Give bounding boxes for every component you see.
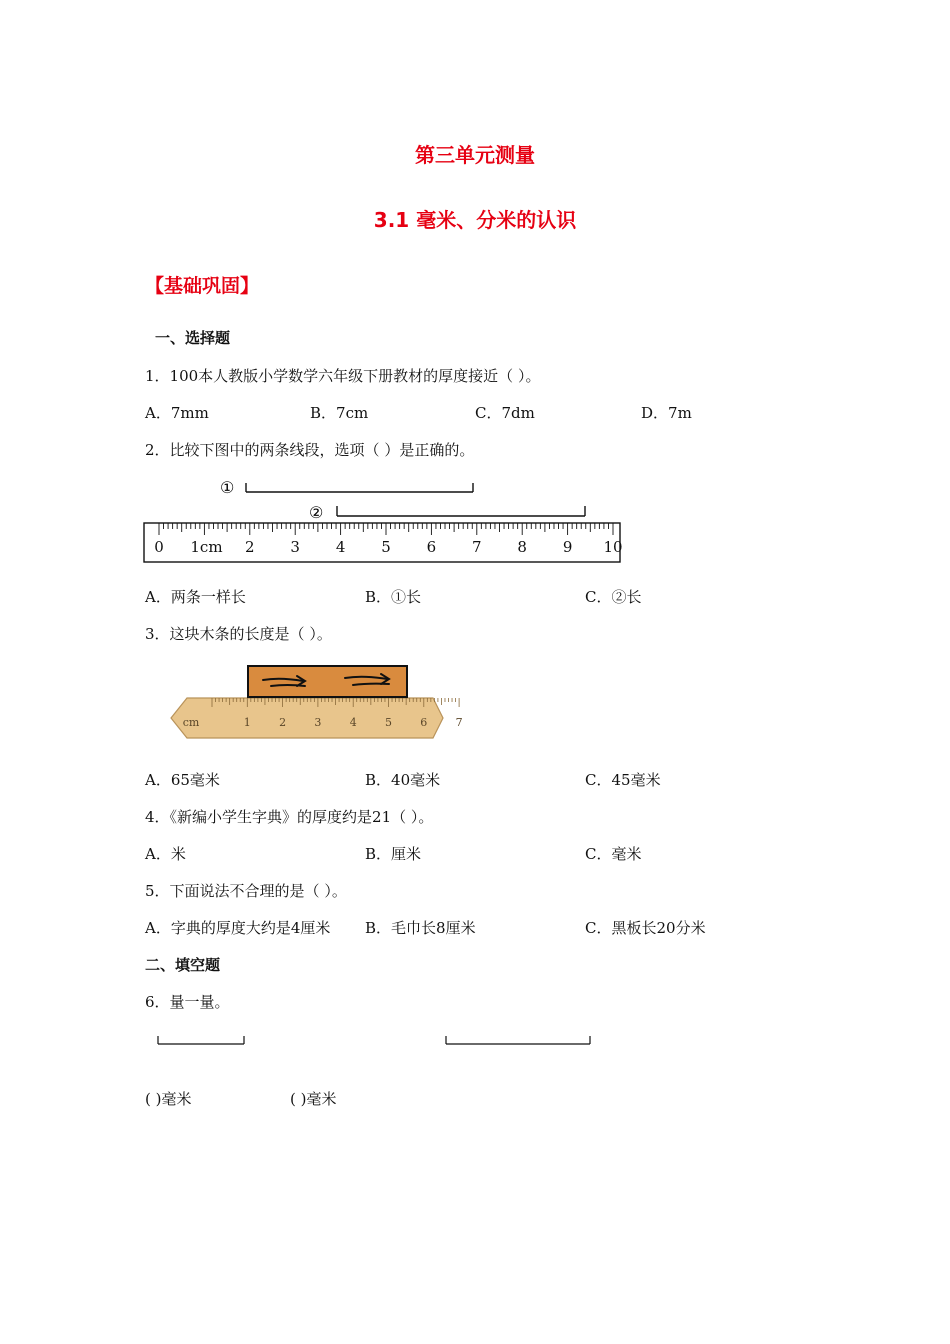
question-2: 2．比较下图中的两条线段，选项（ ）是正确的。 xyxy=(145,441,475,459)
ruler-label: 5 xyxy=(381,538,391,556)
wood-stick-figure xyxy=(165,660,463,745)
measure-segment-1 xyxy=(158,1036,244,1044)
q3-option-c: C．45毫米 xyxy=(585,771,661,789)
section-choice-heading: 一、选择题 xyxy=(155,329,231,347)
wooden-ruler-label: 4 xyxy=(349,716,357,729)
q2-option-a: A．两条一样长 xyxy=(145,588,246,606)
q5-option-a: A．字典的厚度大约是4厘米 xyxy=(145,919,331,937)
q3-option-b: B．40毫米 xyxy=(365,771,441,789)
segments-ruler-figure xyxy=(140,474,630,569)
ruler-label: 1cm xyxy=(190,538,223,556)
ruler-label: 7 xyxy=(472,538,482,556)
q3-option-a: A．65毫米 xyxy=(145,771,220,789)
lesson-title: 3.1 毫米、分米的认识 xyxy=(373,208,577,232)
unit-title: 第三单元测量 xyxy=(415,143,535,167)
segment-2-label: ② xyxy=(309,503,324,522)
wooden-ruler-label: 2 xyxy=(279,716,287,729)
q6-answer-2[interactable]: ( )毫米 xyxy=(290,1090,337,1108)
section-fill-heading: 二、填空题 xyxy=(145,956,221,974)
ruler-label: 8 xyxy=(517,538,527,556)
q1-option-a: A．7mm xyxy=(145,404,209,422)
wooden-ruler-label: 6 xyxy=(420,716,428,729)
ruler-label: 0 xyxy=(154,538,164,556)
question-1: 1．100本人教版小学数学六年级下册教材的厚度接近（ ）。 xyxy=(145,367,541,385)
q4-option-b: B．厘米 xyxy=(365,845,422,863)
q1-option-c: C．7dm xyxy=(475,404,535,422)
measure-segments-figure xyxy=(150,1030,600,1050)
q4-option-a: A．米 xyxy=(145,845,186,863)
section-tag: 【基础巩固】 xyxy=(145,275,260,297)
q2-option-b: B．①长 xyxy=(365,588,422,606)
q2-option-c: C．②长 xyxy=(585,588,642,606)
q1-option-b: B．7cm xyxy=(310,404,369,422)
question-4: 4．《新编小学生字典》的厚度约是21（ ）。 xyxy=(145,808,434,826)
wooden-ruler-label: 1 xyxy=(243,716,251,729)
q6-answer-1[interactable]: ( )毫米 xyxy=(145,1090,192,1108)
measure-segment-2 xyxy=(446,1036,590,1044)
question-3: 3．这块木条的长度是（ ）。 xyxy=(145,625,332,643)
ruler-label: 2 xyxy=(245,538,255,556)
segment-1 xyxy=(246,483,473,492)
ruler-label: 4 xyxy=(335,538,346,556)
question-6: 6．量一量。 xyxy=(145,993,230,1011)
wooden-ruler-label: 7 xyxy=(455,716,463,729)
q1-option-d: D．7m xyxy=(641,404,692,422)
ruler-label: 3 xyxy=(290,538,300,556)
ruler-label: 9 xyxy=(562,538,573,556)
wooden-ruler-label: 3 xyxy=(314,716,322,729)
question-5: 5．下面说法不合理的是（ ）。 xyxy=(145,882,347,900)
q5-option-c: C．黑板长20分米 xyxy=(585,919,706,937)
segment-1-label: ① xyxy=(220,478,235,497)
q5-option-b: B．毛巾长8厘米 xyxy=(365,919,476,937)
wooden-ruler-label: 5 xyxy=(385,716,392,729)
ruler-label: 6 xyxy=(426,538,437,556)
q4-option-c: C．毫米 xyxy=(585,845,642,863)
ruler-label: 10 xyxy=(603,538,623,556)
wooden-ruler-label: cm xyxy=(182,716,200,729)
segment-2 xyxy=(337,506,585,516)
